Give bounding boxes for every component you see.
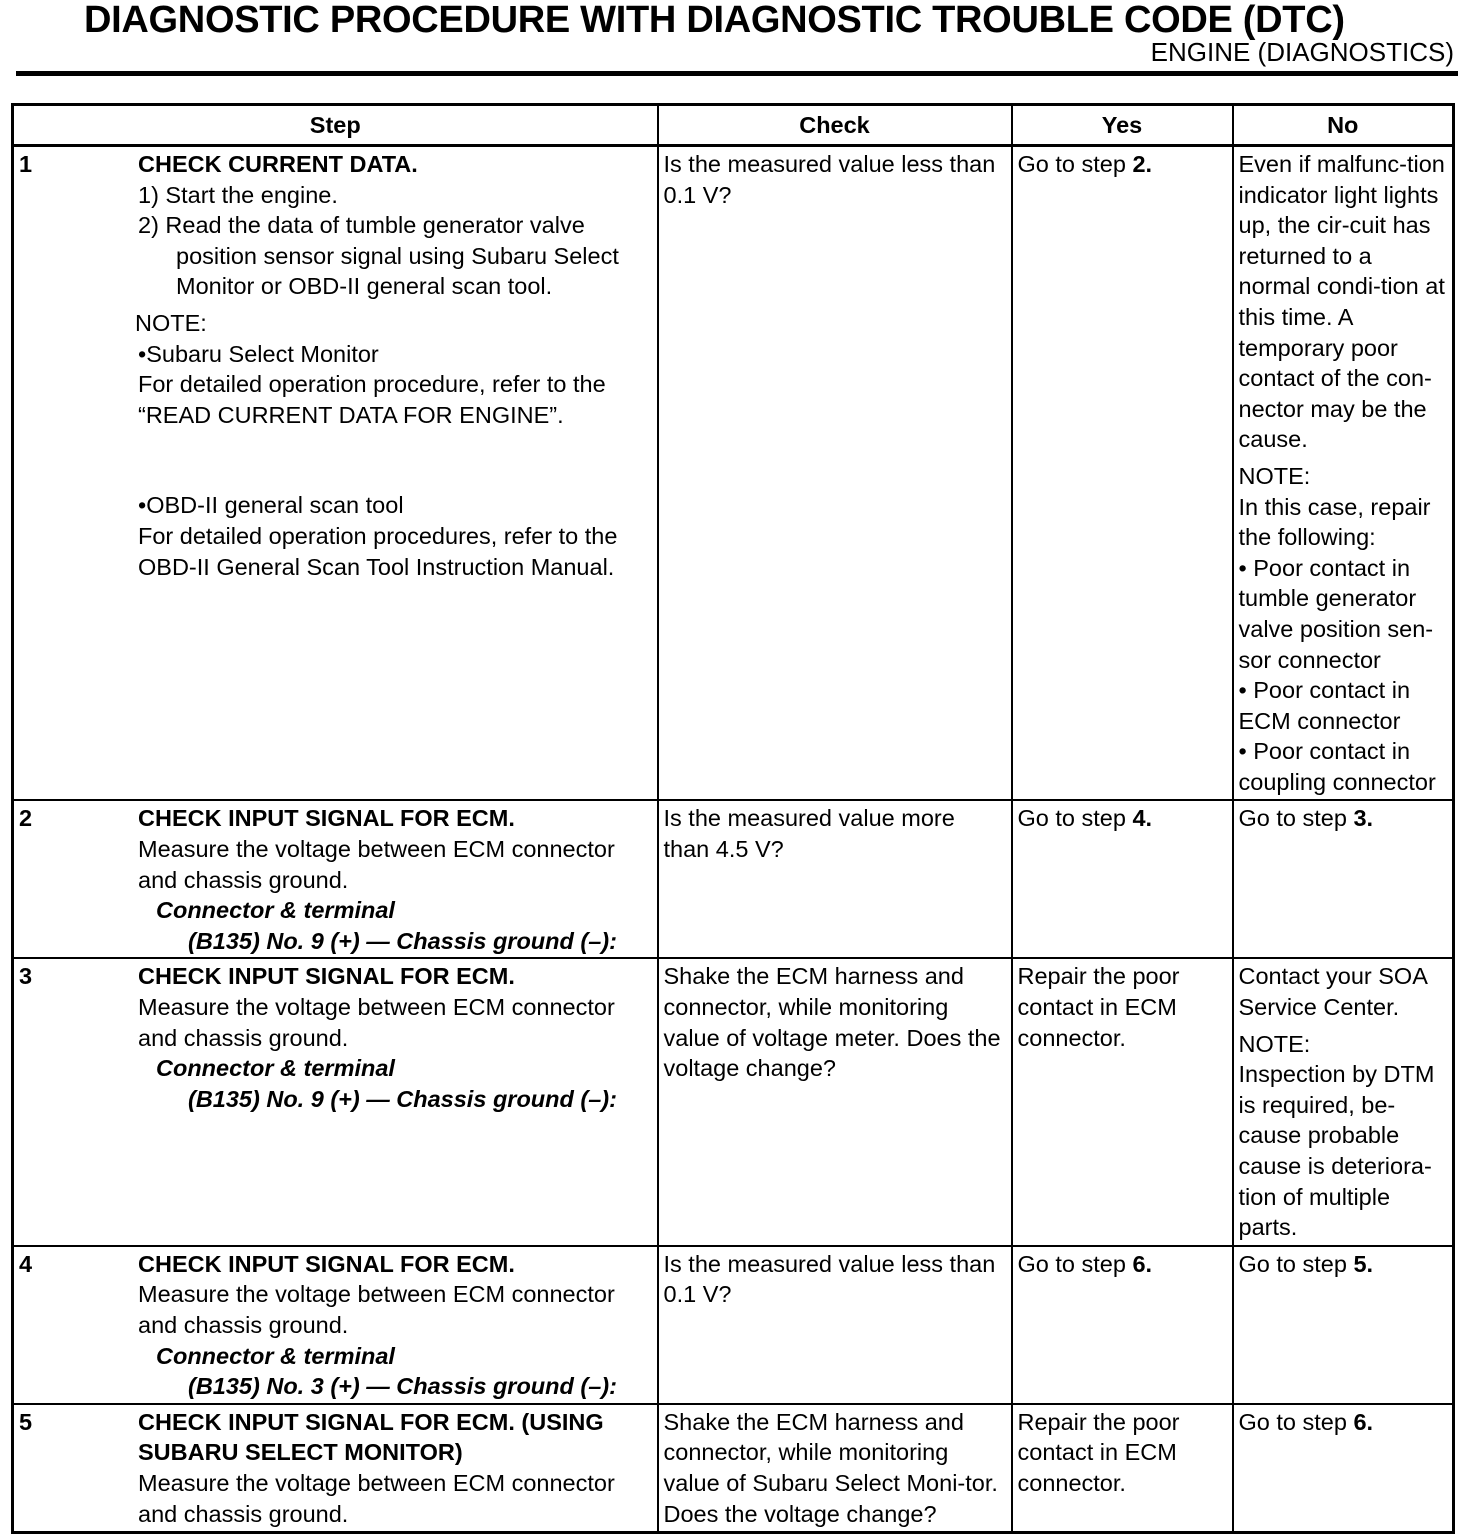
no-cell [1233, 800, 1454, 958]
yes-cell [1012, 146, 1233, 801]
table-row-step-2 [13, 800, 1454, 958]
no-cell [1233, 1246, 1454, 1404]
column-header-yes: Yes [1012, 105, 1233, 146]
yes-step-link: 4. [1132, 805, 1153, 832]
step-cell [13, 1404, 658, 1533]
no-text: Contact your SOA Service Center. [1238, 963, 1427, 1021]
note-label: NOTE: [135, 309, 207, 336]
step-title: CHECK INPUT SIGNAL FOR ECM. [138, 963, 515, 990]
step-title: CHECK INPUT SIGNAL FOR ECM. [138, 805, 515, 832]
step-text: Measure the voltage between ECM connector and chassis ground. [138, 1470, 615, 1527]
check-cell: Is the measured value more than 4.5 V? [658, 800, 1012, 958]
no-note-text: Inspection by DTM is required, be-cause probable cause is deteriora-tion of multiple parts. [1238, 1061, 1435, 1241]
connector-label: Connector & terminal [156, 1055, 395, 1082]
no-prefix: Go to step [1238, 1250, 1354, 1277]
no-step-link: 3. [1353, 805, 1374, 832]
no-text: Even if malfunc-tion indicator light lights up, the cir-cuit has returned to a normal condi-tion at this time. A temporary poor contact of the con-nector may be the cause. [1238, 151, 1445, 453]
step-text: Measure the voltage between ECM connector and chassis ground. [138, 994, 615, 1051]
check-cell: Shake the ECM harness and connector, while monitoring value of Subaru Select Moni-tor. Does the voltage change? [658, 1404, 1012, 1533]
yes-prefix: Go to step [1017, 1250, 1133, 1277]
no-bullet-2: • Poor contact in ECM connector [1238, 677, 1411, 734]
diagnostic-table [11, 103, 1455, 1534]
substep-2: 2) Read the data of tumble generator valve position sensor signal using Subaru Select Monitor or OBD-II general scan tool. [138, 212, 619, 300]
page-title: DIAGNOSTIC PROCEDURE WITH DIAGNOSTIC TROUBLE CODE (DTC) [84, 0, 1345, 41]
yes-cell [1012, 1246, 1233, 1404]
note-ssm-text: For detailed operation procedure, refer to the “READ CURRENT DATA FOR ENGINE”. [138, 371, 606, 428]
no-note-label: NOTE: [1238, 1030, 1311, 1057]
table-row-step-1 [13, 146, 1454, 801]
yes-step-link: 6. [1132, 1250, 1153, 1277]
no-prefix: Go to step [1238, 1408, 1354, 1435]
check-cell: Shake the ECM harness and connector, while monitoring value of voltage meter. Does the voltage change? [658, 958, 1012, 1245]
yes-cell [1012, 800, 1233, 958]
column-header-no: No [1233, 105, 1454, 146]
step-cell [13, 958, 658, 1245]
step-cell [13, 800, 658, 958]
title-rule [16, 71, 1458, 76]
step-title: CHECK CURRENT DATA. [138, 151, 418, 177]
step-cell [13, 1246, 658, 1404]
check-cell: Is the measured value less than 0.1 V? [658, 146, 1012, 801]
step-cell [13, 146, 658, 801]
step-title: CHECK INPUT SIGNAL FOR ECM. [138, 1250, 515, 1277]
note-ssm: •Subaru Select Monitor [138, 340, 379, 367]
table-row-step-5 [13, 1404, 1454, 1533]
no-cell [1233, 1404, 1454, 1533]
no-prefix: Go to step [1238, 805, 1354, 832]
no-bullet-1: • Poor contact in tumble generator valve position sen-sor connector [1238, 554, 1434, 673]
step-number: 1 [19, 151, 33, 177]
column-header-step: Step [13, 105, 658, 146]
yes-prefix: Go to step [1017, 805, 1133, 832]
terminal-spec: (B135) No. 9 (+) — Chassis ground (–): [188, 927, 617, 954]
no-step-link: 6. [1353, 1408, 1374, 1435]
connector-label: Connector & terminal [156, 897, 395, 924]
substep-1: 1) Start the engine. [138, 181, 338, 208]
no-note-text: In this case, repair the following: [1238, 493, 1431, 551]
step-title: CHECK INPUT SIGNAL FOR ECM. (USING SUBARU SELECT MONITOR) [138, 1408, 604, 1466]
column-header-check: Check [658, 105, 1012, 146]
no-bullet-3: • Poor contact in coupling connector [1238, 738, 1436, 795]
yes-cell: Repair the poor contact in ECM connector. [1012, 958, 1233, 1245]
section-subtitle: ENGINE (DIAGNOSTICS) [1150, 37, 1454, 67]
terminal-spec: (B135) No. 3 (+) — Chassis ground (–): [188, 1373, 617, 1400]
step-number: 5 [19, 1408, 33, 1435]
table-row-step-4 [13, 1246, 1454, 1404]
no-note-label: NOTE: [1238, 462, 1311, 489]
check-cell: Is the measured value less than 0.1 V? [658, 1246, 1012, 1404]
connector-label: Connector & terminal [156, 1342, 395, 1369]
yes-step-link: 2. [1132, 151, 1153, 177]
yes-cell: Repair the poor contact in ECM connector. [1012, 1404, 1233, 1533]
table-row-step-3 [13, 958, 1454, 1245]
yes-prefix: Go to step [1017, 151, 1133, 177]
note-obd-text: For detailed operation procedures, refer to the OBD-II General Scan Tool Instruction Manual. [138, 522, 618, 580]
table-header-row [13, 105, 1454, 146]
step-number: 3 [19, 963, 33, 990]
no-step-link: 5. [1353, 1250, 1374, 1277]
step-text: Measure the voltage between ECM connector and chassis ground. [138, 1281, 615, 1338]
no-cell [1233, 958, 1454, 1245]
note-obd: •OBD-II general scan tool [138, 492, 404, 519]
terminal-spec: (B135) No. 9 (+) — Chassis ground (–): [188, 1085, 617, 1112]
step-number: 2 [19, 805, 33, 832]
no-cell [1233, 146, 1454, 801]
step-number: 4 [19, 1250, 33, 1277]
step-text: Measure the voltage between ECM connector and chassis ground. [138, 836, 615, 893]
